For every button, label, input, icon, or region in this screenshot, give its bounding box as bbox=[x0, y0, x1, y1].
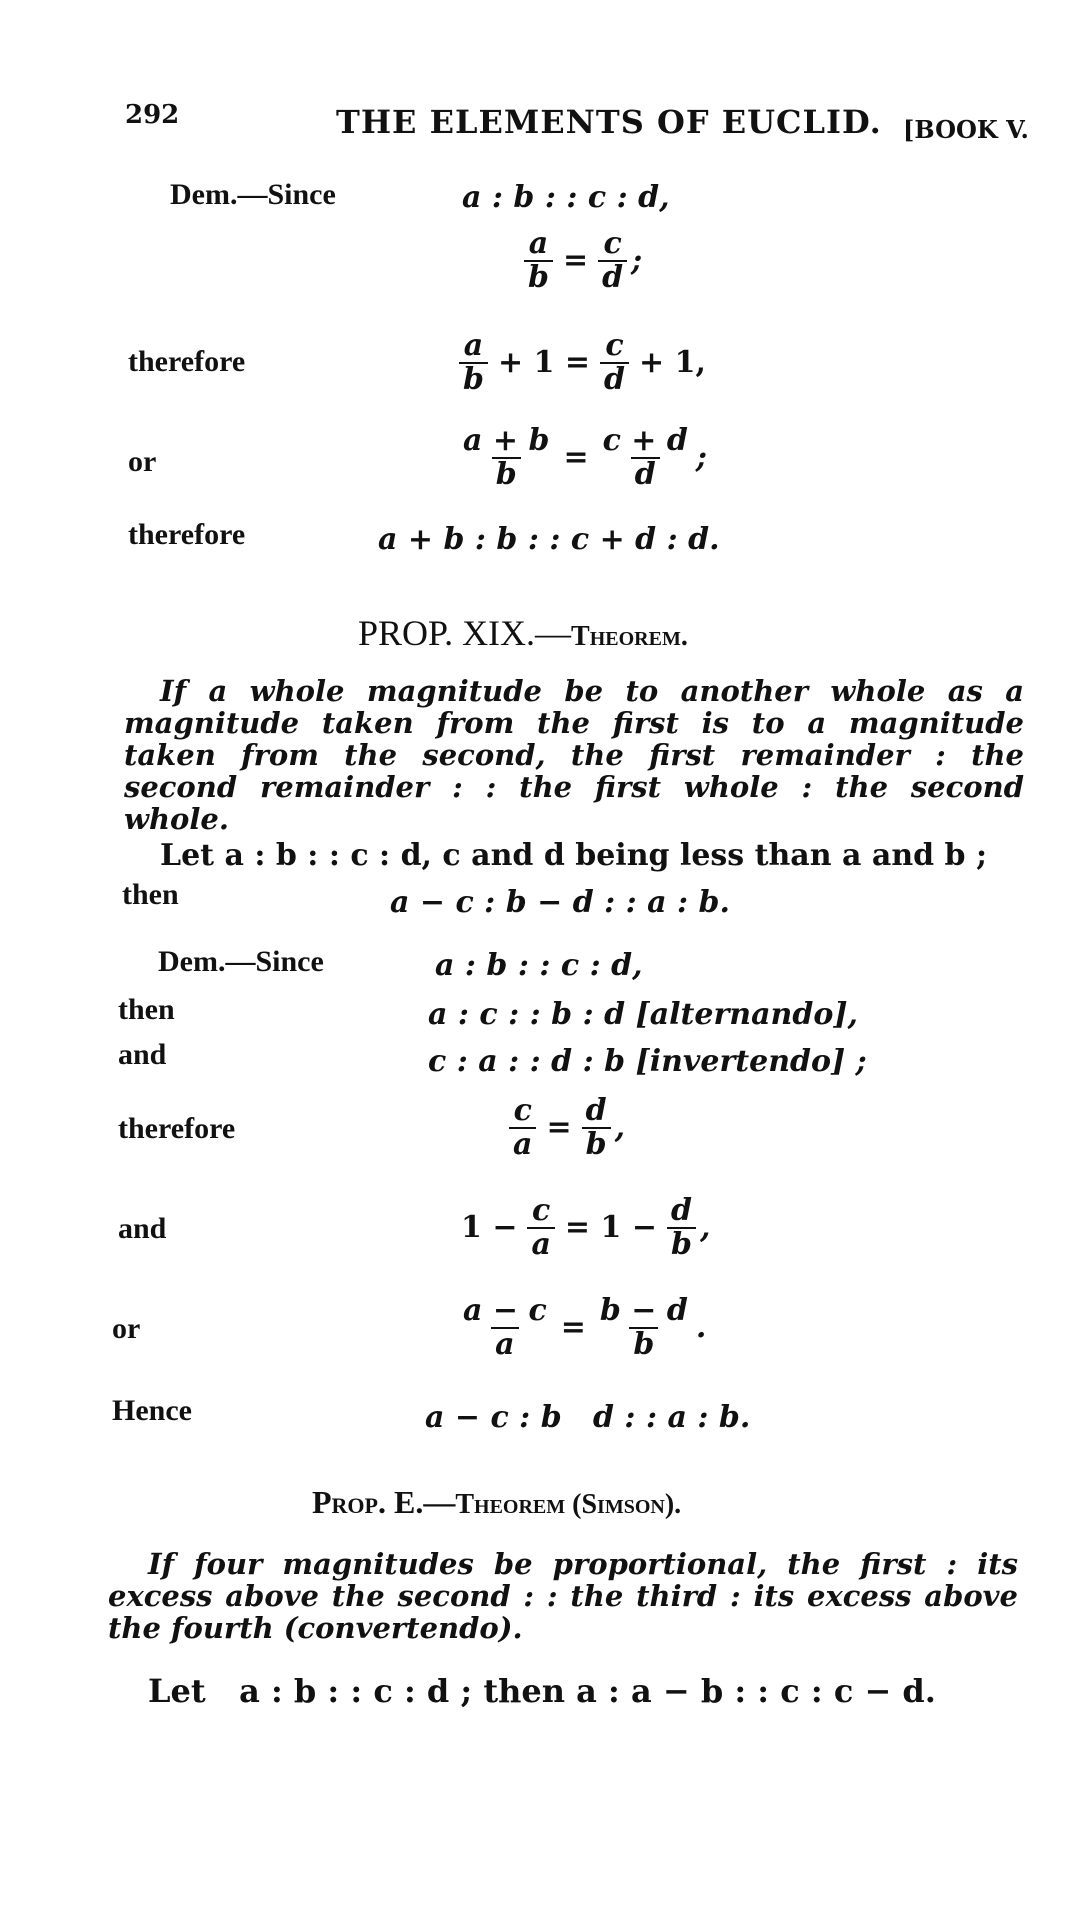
fraction-equation-4 bbox=[505, 1095, 625, 1160]
denominator: a bbox=[491, 1327, 518, 1361]
prop-kind: Theorem (Simson). bbox=[455, 1489, 682, 1520]
denominator: b bbox=[459, 362, 488, 396]
dem-expression: a : b : : c : d, bbox=[435, 948, 643, 983]
numerator: a + b bbox=[463, 423, 550, 458]
denominator: d bbox=[631, 457, 660, 491]
operator: 1 − bbox=[461, 1210, 518, 1245]
equals: = bbox=[563, 440, 589, 475]
hence-expression: a − c : b d : : a : b. bbox=[425, 1400, 751, 1435]
equals: = bbox=[560, 1310, 586, 1345]
prop-heading bbox=[312, 1484, 681, 1521]
therefore-label: therefore bbox=[128, 518, 246, 551]
numerator: c bbox=[532, 1193, 551, 1228]
numerator: b − d bbox=[599, 1293, 688, 1328]
conclusion-expression: a + b : b : : c + d : d. bbox=[378, 522, 720, 557]
denominator: d bbox=[600, 362, 629, 396]
then-label: then bbox=[122, 878, 179, 911]
hence-label: Hence bbox=[112, 1394, 192, 1427]
dem-expression: a : b : : c : d, bbox=[462, 180, 670, 215]
running-title: THE ELEMENTS OF EUCLID. bbox=[336, 103, 882, 141]
alternando-expression bbox=[428, 997, 858, 1032]
expression: a : c : : b : d bbox=[428, 997, 626, 1032]
fraction-equation-3 bbox=[455, 425, 707, 490]
book-label: [BOOK V. bbox=[903, 115, 1029, 144]
and-label: and bbox=[118, 1038, 167, 1071]
or-label: or bbox=[128, 445, 157, 478]
dem-label: Dem.—Since bbox=[170, 178, 336, 211]
enunciation: If a whole magnitude be to another whole as a magnitude taken from the first is to a magnitude taken from the second, the first remainder : the second remainder : : the first whole : the second whole. bbox=[124, 674, 1024, 836]
therefore-label: therefore bbox=[128, 345, 246, 378]
enunciation: If four magnitudes be proportional, the first : its excess above the second : : the third : its excess above the fourth (convertendo). bbox=[108, 1547, 1018, 1645]
fraction-equation-5 bbox=[455, 1195, 710, 1260]
numerator: c bbox=[603, 226, 622, 261]
operator: + 1 = bbox=[497, 345, 591, 380]
let-statement: Let a : b : : c : d ; then a : a − b : : c : c − d. bbox=[148, 1672, 936, 1710]
rule-note: [invertendo] ; bbox=[635, 1044, 867, 1079]
fraction-equation-1 bbox=[520, 228, 642, 293]
numerator: a bbox=[528, 226, 549, 261]
denominator: b bbox=[524, 260, 553, 294]
denominator: a bbox=[509, 1127, 536, 1161]
punctuation: ; bbox=[695, 440, 707, 475]
then-label: then bbox=[118, 993, 175, 1026]
therefore-label: therefore bbox=[118, 1112, 236, 1145]
numerator: c bbox=[513, 1093, 532, 1128]
punctuation: ; bbox=[631, 243, 643, 278]
prop-heading bbox=[358, 612, 688, 654]
fraction-equation-2 bbox=[455, 330, 712, 395]
prop-kind: Theorem. bbox=[571, 621, 688, 652]
prop-number: PROP. XIX.— bbox=[358, 613, 572, 653]
prop-number: Prop. E.— bbox=[312, 1484, 456, 1520]
numerator: d bbox=[670, 1193, 692, 1228]
equals: = bbox=[546, 1110, 572, 1145]
denominator: b bbox=[629, 1327, 658, 1361]
operator: = 1 − bbox=[564, 1210, 657, 1245]
numerator: c bbox=[605, 328, 624, 363]
denominator: b bbox=[492, 457, 521, 491]
numerator: c + d bbox=[602, 423, 688, 458]
numerator: a − c bbox=[463, 1293, 547, 1328]
dem-label: Dem.—Since bbox=[158, 945, 324, 978]
or-label: or bbox=[112, 1312, 141, 1345]
denominator: b bbox=[582, 1127, 611, 1161]
denominator: b bbox=[667, 1227, 696, 1261]
invertendo-expression bbox=[428, 1044, 867, 1079]
punctuation: , bbox=[614, 1110, 626, 1145]
let-statement: Let a : b : : c : d, c and d being less than a and b ; bbox=[160, 838, 988, 873]
punctuation: . bbox=[695, 1310, 707, 1345]
equals: = bbox=[562, 243, 589, 278]
numerator: d bbox=[585, 1093, 607, 1128]
page-number: 292 bbox=[125, 100, 180, 130]
numerator: a bbox=[463, 328, 484, 363]
and-label: and bbox=[118, 1212, 167, 1245]
operator: + 1, bbox=[639, 345, 706, 380]
expression: c : a : : d : b bbox=[428, 1044, 626, 1079]
punctuation: , bbox=[699, 1210, 711, 1245]
denominator: a bbox=[527, 1227, 554, 1261]
then-expression: a − c : b − d : : a : b. bbox=[390, 885, 730, 920]
fraction-equation-6 bbox=[455, 1295, 706, 1360]
denominator: d bbox=[598, 260, 627, 294]
rule-note: [alternando], bbox=[635, 997, 858, 1032]
